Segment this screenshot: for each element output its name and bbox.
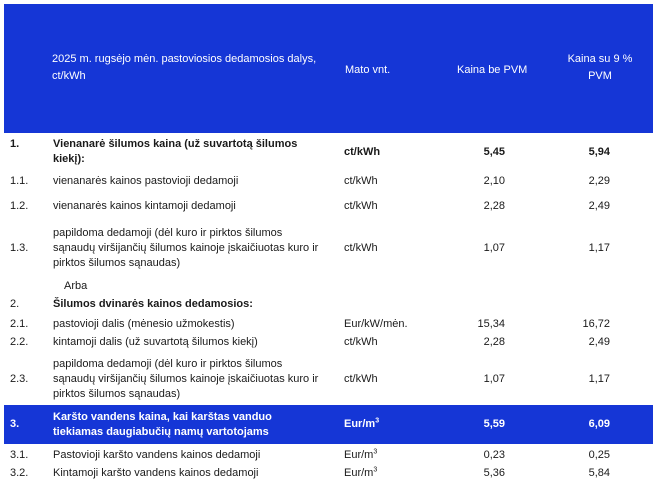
row-unit: Eur/$m^3$ [344, 448, 378, 461]
row-price-no-vat: 0,23 [483, 449, 505, 461]
row-price-vat: 0,25 [588, 449, 610, 461]
row-price-vat: 2,49 [588, 200, 610, 212]
row-price-vat: 5,84 [588, 467, 610, 479]
row-unit: Eur/$m^3$ [344, 417, 380, 430]
row-price-vat: 1,17 [588, 242, 610, 254]
row-name: Šilumos dvinarės kainos dedamosios: [53, 298, 253, 310]
row-number: 3. [10, 418, 20, 430]
row-price-no-vat: 5,36 [483, 467, 505, 479]
row-unit: ct/kWh [344, 146, 381, 158]
row-unit: ct/kWh [344, 336, 378, 348]
row-number: 1.1. [10, 175, 29, 187]
row-name: kintamoji dalis (už suvartotą šilumos kiekį) [53, 336, 258, 348]
row-name: Vienanarė šilumos kaina (už suvartotą šilumos kiekį): [53, 138, 298, 165]
row-price-no-vat: 5,59 [483, 418, 505, 430]
row-price-no-vat: 1,07 [483, 242, 505, 254]
row-number: 2.1. [10, 318, 29, 330]
row-price-no-vat: 1,07 [483, 373, 505, 385]
row-name: vienanarės kainos pastovioji dedamoji [53, 175, 239, 187]
row-unit: ct/kWh [344, 373, 378, 385]
row-price-vat: 6,09 [588, 418, 610, 430]
row-name: Karšto vandens kaina, kai karštas vanduo tiekiamas daugiabučių namų vartotojams [53, 411, 272, 438]
header-title: 2025 m. rugsėjo mėn. pastoviosios dedamosios dalys, ct/kWh [52, 53, 317, 82]
row-name: pastovioji dalis (mėnesio užmokestis) [53, 318, 235, 330]
row-name: papildoma dedamoji (dėl kuro ir pirktos šilumos sąnaudų viršijančių šilumos kainoje įskaičiuotas kuro ir pirktos šilumos sąnaudas) [53, 227, 319, 269]
row-name: Pastovioji karšto vandens kainos dedamoji [53, 449, 261, 461]
row-price-no-vat: 2,28 [483, 200, 505, 212]
row-number: 2.3. [10, 373, 29, 385]
row-price-vat: 2,29 [588, 175, 610, 187]
row-number: 2.2. [10, 336, 29, 348]
header-price-vat: Kaina su 9 % PVM [567, 53, 633, 82]
row-price-no-vat: 2,28 [483, 336, 505, 348]
row-price-vat: 1,17 [588, 373, 610, 385]
row-price-vat: 16,72 [582, 318, 610, 330]
row-number: 1.3. [10, 242, 29, 254]
row-price-no-vat: 2,10 [483, 175, 505, 187]
header-unit: Mato vnt. [345, 64, 391, 76]
table-header [4, 4, 653, 133]
row-number: 3.2. [10, 467, 29, 479]
row-price-vat: 2,49 [588, 336, 610, 348]
header-price-no-vat: Kaina be PVM [457, 64, 528, 76]
row-name: papildoma dedamoji (dėl kuro ir pirktos šilumos sąnaudų viršijančių šilumos kainoje įskaičiuotas kuro ir pirktos šilumos sąnaudas) [53, 358, 319, 400]
row-name: vienanarės kainos kintamoji dedamoji [53, 200, 236, 212]
row-unit: ct/kWh [344, 242, 378, 254]
row-price-no-vat: 15,34 [477, 318, 505, 330]
row-number: 1. [10, 138, 20, 150]
row-number: 3.1. [10, 449, 29, 461]
row-name: Kintamoji karšto vandens kainos dedamoji [53, 467, 259, 479]
row-unit: Eur/kW/mėn. [344, 318, 408, 330]
row-unit: ct/kWh [344, 175, 378, 187]
row-number: 1.2. [10, 200, 29, 212]
row-price-no-vat: 5,45 [483, 146, 505, 158]
row-unit: ct/kWh [344, 200, 378, 212]
row-price-vat: 5,94 [588, 146, 610, 158]
row-arba: Arba [64, 280, 88, 292]
row-number: 2. [10, 298, 20, 310]
row-unit: Eur/$m^3$ [344, 466, 378, 479]
